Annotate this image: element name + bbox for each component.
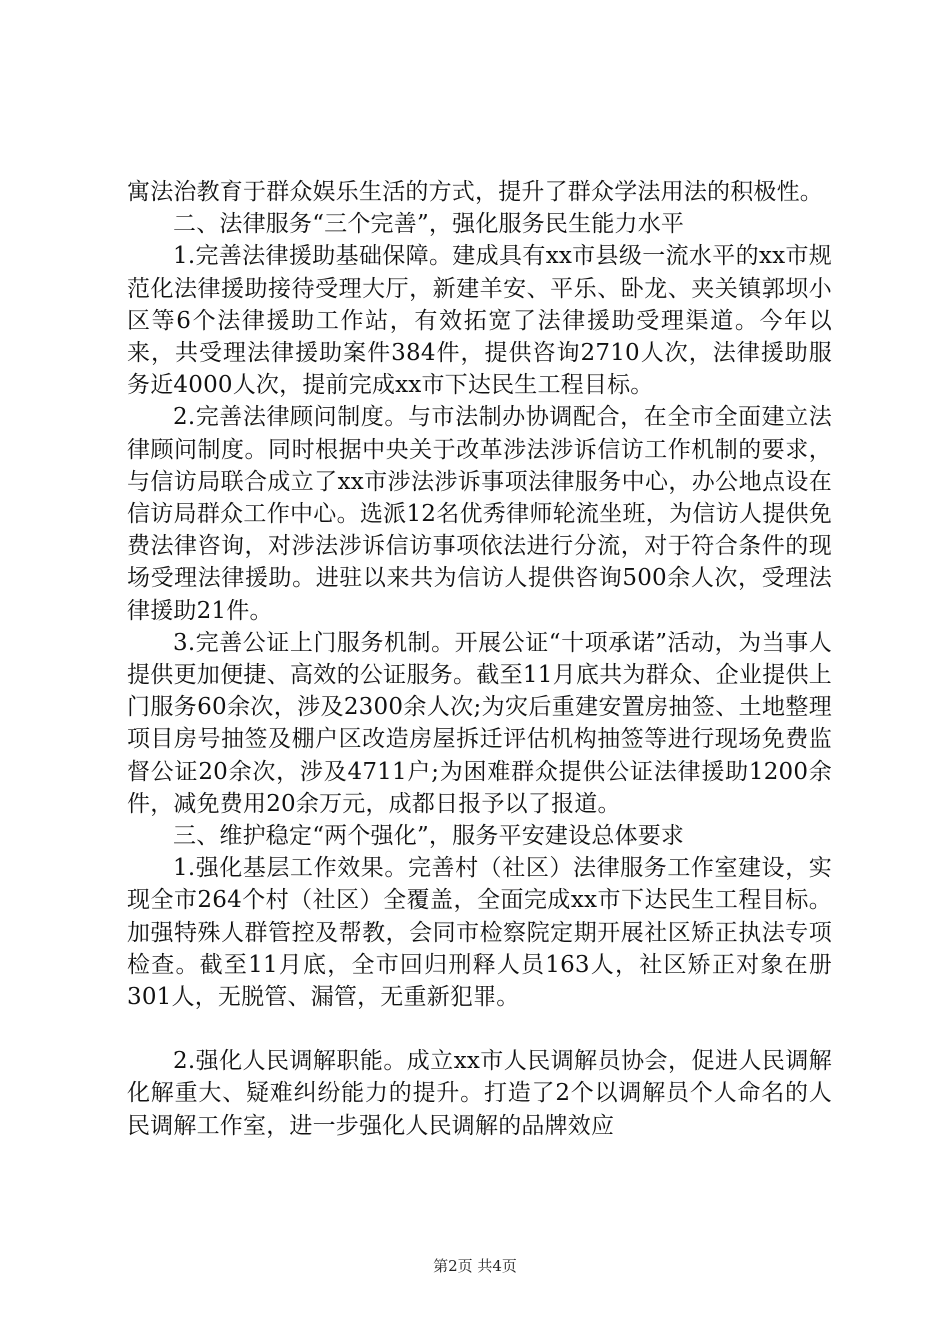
page-footer: 第2页 共4页 [433, 1257, 517, 1275]
section-heading-3: 三、维护稳定“两个强化”，服务平安建设总体要求 [173, 823, 685, 850]
paragraph-mediation: 2.强化人民调解职能。成立xx市人民调解员协会，促进人民调解化解重大、疑难纠纷能力的提升。打造了2个以调解员个人命名的人民调解工作室，进一步强化人民调解的品牌效应 [127, 1048, 832, 1139]
paragraph-continuation: 寓法治教育于群众娱乐生活的方式，提升了群众学法用法的积极性。 [127, 179, 823, 205]
paragraph-notary-service: 3.完善公证上门服务机制。开展公证“十项承诺”活动，为当事人提供更加便捷、高效的公证服务。截至11月底共为群众、企业提供上门服务60余次，涉及2300余人次;为灾后重建安置房抽签、土地整理项目房号抽签及棚户区改造房屋拆迁评估机构抽签等进行现场免费监督公证20余次，涉及4711户;为困难群众提供公证法律援助1200余件，减免费用20余万元，成都日报予以了报道。 [127, 629, 832, 817]
paragraph-grassroots-work: 1.强化基层工作效果。完善村（社区）法律服务工作室建设，实现全市264个村（社区）全覆盖，全面完成xx市下达民生工程目标。加强特殊人群管控及帮教，会同市检察院定期开展社区矫正执法专项检查。截至11月底，全市回归刑释人员163人，社区矫正对象在册301人，无脱管、漏管，无重新犯罪。 [127, 855, 832, 1011]
paragraph-legal-advisor: 2.完善法律顾问制度。与市法制办协调配合，在全市全面建立法律顾问制度。同时根据中央关于改革涉法涉诉信访工作机制的要求，与信访局联合成立了xx市涉法涉诉事项法律服务中心，办公地点设在信访局群众工作中心。选派12名优秀律师轮流坐班，为信访人提供免费法律咨询，对涉法涉诉信访事项依法进行分流，对于符合条件的现场受理法律援助。进驻以来共为信访人提供咨询500余人次，受理法律援助21件。 [127, 404, 832, 624]
document-body [127, 176, 832, 1142]
section-heading-2: 二、法律服务“三个完善”，强化服务民生能力水平 [173, 211, 685, 238]
paragraph-legal-aid: 1.完善法律援助基础保障。建成具有xx市县级一流水平的xx市规范化法律援助接待受理大厅，新建羊安、平乐、卧龙、夹关镇郭坝小区等6个法律援助工作站，有效拓宽了法律援助受理渠道。今年以来，共受理法律援助案件384件，提供咨询2710人次，法律援助服务近4000人次，提前完成xx市下达民生工程目标。 [127, 243, 832, 399]
